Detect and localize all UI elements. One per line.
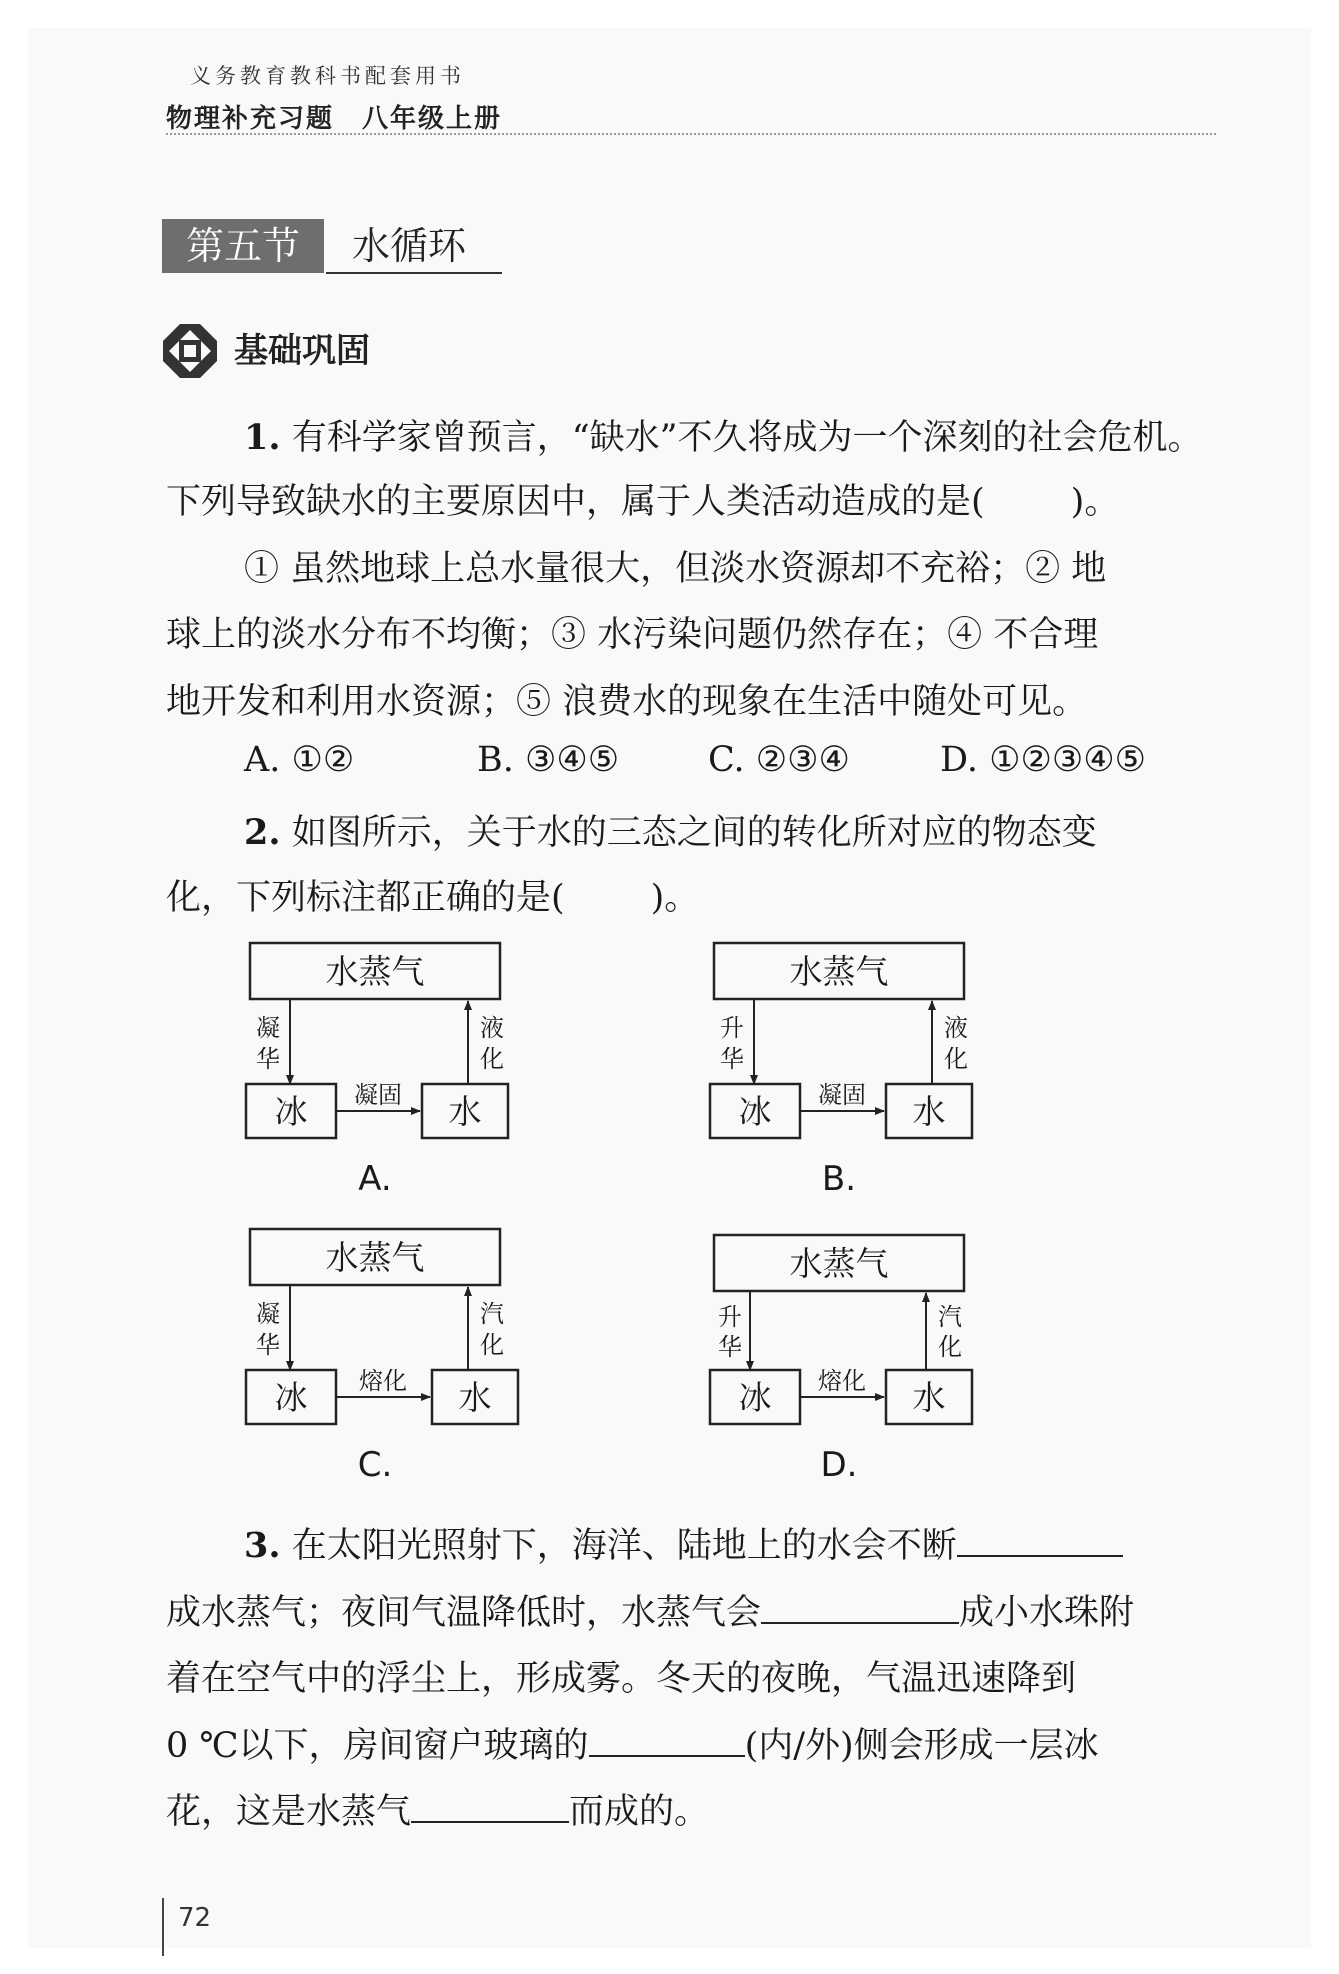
vapor-label: 水蒸气 — [789, 1244, 889, 1283]
q3-line2 — [166, 1585, 1134, 1635]
q3-number: 3. — [244, 1525, 281, 1566]
page-number: 72 — [178, 1903, 212, 1933]
q3-text-2: 成水蒸气；夜间气温降低时，水蒸气会 — [166, 1593, 762, 1633]
down-label-2: 华 — [718, 1333, 742, 1361]
mid-label: 凝固 — [354, 1081, 402, 1109]
up-label-2: 化 — [480, 1331, 504, 1359]
diagram-c[interactable] — [246, 1229, 518, 1485]
up-label-1: 液 — [480, 1014, 504, 1042]
q1-choice-b[interactable]: B. ③④⑤ — [477, 740, 620, 780]
q3-text-7: 而成的。 — [569, 1792, 710, 1832]
q3-line5 — [166, 1784, 709, 1834]
q3-line3: 着在空气中的浮尘上，形成雾。冬天的夜晚，气温迅速降到 — [166, 1659, 1077, 1699]
up-label-2: 化 — [480, 1045, 504, 1073]
q3-text-4: 0 ℃以下，房间窗户玻璃的 — [166, 1726, 589, 1766]
q2-stem-2-end: )。 — [650, 878, 700, 918]
q2-number: 2. — [244, 812, 281, 853]
q3-blank-4[interactable] — [411, 1791, 569, 1823]
subsection-title: 基础巩固 — [234, 331, 370, 371]
page-number-bar — [162, 1898, 164, 1956]
down-label-1: 升 — [718, 1303, 742, 1331]
section-label: 第五节 — [162, 219, 324, 273]
vapor-label: 水蒸气 — [325, 1238, 425, 1277]
mid-label: 熔化 — [818, 1367, 866, 1395]
q1-option-text-1: ① 虽然地球上总水量很大，但淡水资源却不充裕；② 地 — [244, 549, 1107, 589]
q1-choice-d[interactable]: D. ①②③④⑤ — [940, 740, 1146, 780]
q3-blank-2[interactable] — [761, 1592, 959, 1624]
down-label-2: 华 — [256, 1045, 280, 1073]
up-label-1: 液 — [944, 1014, 968, 1042]
up-label-2: 化 — [944, 1045, 968, 1073]
water-label: 水 — [912, 1378, 946, 1417]
book-title: 物理补充习题 八年级上册 — [166, 104, 503, 134]
down-label-1: 凝 — [256, 1014, 280, 1042]
down-label-2: 华 — [720, 1045, 744, 1073]
diagram-d[interactable] — [710, 1235, 972, 1485]
down-label-1: 升 — [720, 1014, 744, 1042]
caption: A. — [358, 1159, 392, 1199]
up-label-1: 汽 — [480, 1300, 504, 1328]
q1-number: 1. — [244, 417, 281, 458]
water-label: 水 — [448, 1092, 482, 1131]
q3-line1 — [244, 1518, 1123, 1568]
caption: C. — [357, 1445, 393, 1485]
up-label-2: 化 — [938, 1333, 962, 1361]
water-label: 水 — [912, 1092, 946, 1131]
q1-choice-a[interactable]: A. ①② — [244, 740, 355, 780]
q3-text-6: 花，这是水蒸气 — [166, 1792, 412, 1832]
q2-stem-2: 化，下列标注都正确的是( — [166, 878, 565, 918]
caption: B. — [821, 1159, 857, 1199]
q3-text-1: 在太阳光照射下，海洋、陆地上的水会不断 — [291, 1526, 957, 1566]
q1-stem-2-end: )。 — [1070, 482, 1120, 522]
down-label-2: 华 — [256, 1331, 280, 1359]
q1-choice-c[interactable]: C. ②③④ — [708, 740, 850, 780]
mid-label: 熔化 — [359, 1367, 407, 1395]
q3-text-5: (内/外)侧会形成一层冰 — [744, 1726, 1099, 1766]
q3-line4 — [166, 1718, 1099, 1768]
vapor-label: 水蒸气 — [325, 952, 425, 991]
diagram-b[interactable] — [710, 943, 972, 1199]
diagram-a[interactable] — [246, 943, 508, 1199]
mid-label: 凝固 — [818, 1081, 866, 1109]
q1-option-text-3: 地开发和利用水资源；⑤ 浪费水的现象在生活中随处可见。 — [166, 682, 1088, 722]
ice-label: 冰 — [274, 1092, 308, 1131]
ice-label: 冰 — [274, 1378, 308, 1417]
q3-blank-1[interactable] — [957, 1525, 1123, 1557]
ice-label: 冰 — [738, 1092, 772, 1131]
water-label: 水 — [458, 1378, 492, 1417]
q3-blank-3[interactable] — [589, 1725, 745, 1757]
ice-label: 冰 — [738, 1378, 772, 1417]
q1-stem-1: 有科学家曾预言，“缺水”不久将成为一个深刻的社会危机。 — [291, 418, 1203, 458]
q2-stem-1: 如图所示，关于水的三态之间的转化所对应的物态变 — [291, 813, 1097, 853]
up-label-1: 汽 — [938, 1303, 962, 1331]
vapor-label: 水蒸气 — [789, 952, 889, 991]
caption: D. — [820, 1445, 858, 1485]
section-title: 水循环 — [352, 224, 467, 268]
q3-text-3: 成小水珠附 — [959, 1593, 1135, 1633]
down-label-1: 凝 — [256, 1300, 280, 1328]
q1-stem-2: 下列导致缺水的主要原因中，属于人类活动造成的是( — [166, 482, 985, 522]
series-title: 义务教育教科书配套用书 — [190, 64, 465, 88]
q1-option-text-2: 球上的淡水分布不均衡；③ 水污染问题仍然存在；④ 不合理 — [166, 615, 1099, 655]
